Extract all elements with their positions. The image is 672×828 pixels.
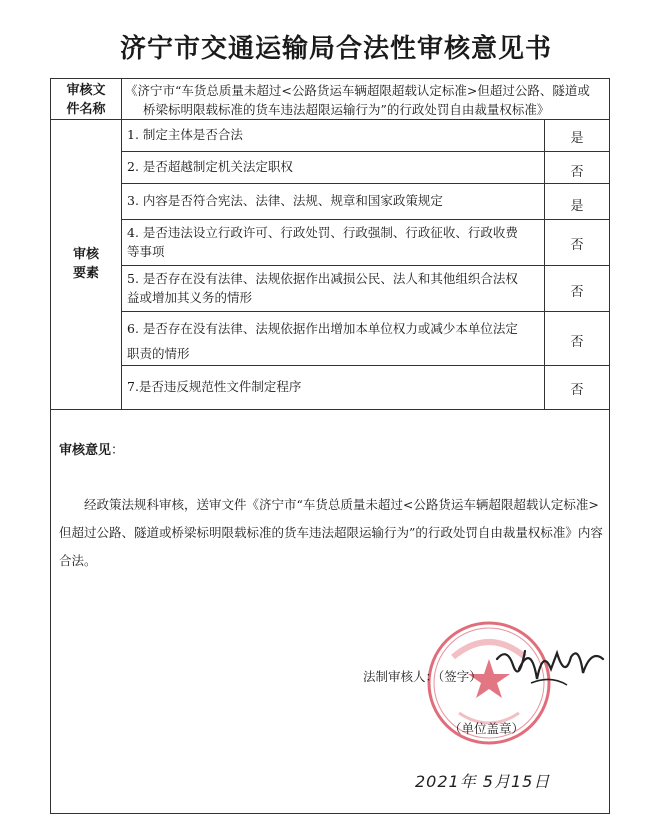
review-item: 4. 是否违法设立行政许可、行政处罚、行政强制、行政征收、行政收费 等事项 bbox=[127, 225, 518, 259]
opinion-heading: 审核意见： bbox=[59, 443, 125, 458]
opinion-body: 经政策法规科审核，送审文件《济宁市“车货总质量未超过<公路货运车辆超限超载认定标准>但超过公路、隧道或桥梁标明限载标准的货车违法超限运输行为”的行政处罚自由裁量权标准》内容合法。 bbox=[59, 497, 603, 568]
row-divider bbox=[121, 183, 609, 184]
review-item: 3. 内容是否符合宪法、法律、法规、规章和国家政策规定 bbox=[127, 193, 443, 208]
page-title: 济宁市交通运输局合法性审核意见书 bbox=[119, 34, 552, 64]
review-item: 5. 是否存在没有法律、法规依据作出减损公民、法人和其他组织合法权 益或增加其义务的情形 bbox=[127, 271, 518, 305]
review-item: 6. 是否存在没有法律、法规依据作出增加本单位权力或减少本单位法定 职责的情形 bbox=[127, 321, 518, 361]
row-divider bbox=[51, 409, 609, 410]
review-answer: 是 bbox=[570, 199, 584, 214]
row-divider bbox=[121, 311, 609, 312]
reviewer-signature-label: 法制审核人：（签字） bbox=[363, 669, 482, 684]
review-elements-label: 审核 要素 bbox=[72, 247, 99, 281]
doc-name-value: 《济宁市“车货总质量未超过<公路货运车辆超限超载认定标准>但超过公路、隧道或 桥梁标明限载标准的货车违法超限运输行为”的行政处罚自由裁量权标准》 bbox=[125, 83, 590, 117]
doc-name-label: 审核文 件名称 bbox=[66, 83, 106, 117]
row-divider bbox=[121, 365, 609, 366]
row-divider bbox=[121, 219, 609, 220]
review-answer: 是 bbox=[570, 131, 584, 146]
seal-label: （单位盖章） bbox=[449, 721, 525, 736]
review-answer: 否 bbox=[570, 383, 584, 398]
review-item: 2. 是否超越制定机关法定职权 bbox=[127, 159, 293, 174]
review-form bbox=[50, 78, 610, 814]
review-answer: 否 bbox=[570, 238, 584, 253]
col-divider bbox=[121, 79, 122, 409]
sign-date: 2021年 5月15日 bbox=[415, 772, 551, 791]
review-answer: 否 bbox=[570, 165, 584, 180]
review-item: 1. 制定主体是否合法 bbox=[127, 127, 243, 142]
review-answer: 否 bbox=[570, 285, 584, 300]
review-answer: 否 bbox=[570, 335, 584, 350]
row-divider bbox=[51, 119, 609, 120]
row-divider bbox=[121, 151, 609, 152]
review-item: 7.是否违反规范性文件制定程序 bbox=[127, 379, 302, 394]
row-divider bbox=[121, 265, 609, 266]
handwritten-signature-icon bbox=[491, 639, 609, 701]
